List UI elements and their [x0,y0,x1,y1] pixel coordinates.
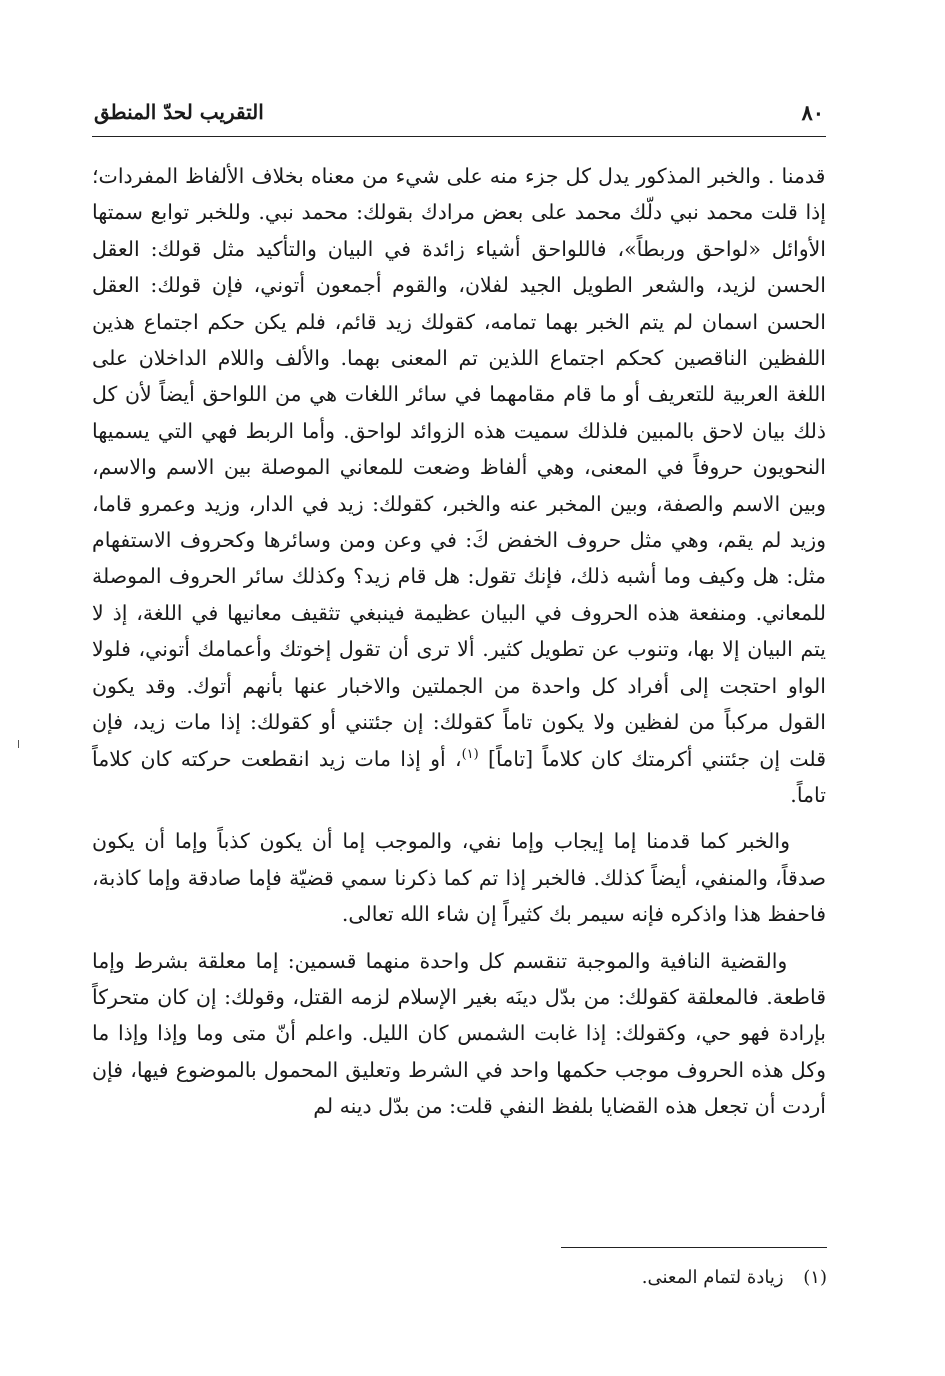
line: مات زيد انقطعت حركته كان كلاماً تاماً. [92,746,826,807]
line: متحركاً بإرادة فهو حي، وكقولك: إذا غابت الشمس كان الليل. واعلم أنّ متى وما [92,984,826,1046]
line: هذين اللفظين الناقصين كحكم اجتماع اللذين تم المعنى بهما. والألف واللام الداخلان [92,309,826,371]
line: قاطعة. فالمعلقة كقولك: من بدّل دينَه بغير الإسلام لزمه القتل، وقولك: إن كان [149,984,826,1009]
line: والخبر كما قدمنا إما إيجاب وإما نفي، والموجب إما أن يكون كذباً وإما أن [134,829,790,854]
line: يكون صدقاً، والمنفي، أيضاً كذلك. فالخبر إذا تم كما ذكرنا سمي قضيّة فإما صادقة [92,829,826,890]
scan-margin-mark [18,740,19,748]
line: يسميها النحويون حروفاً في المعنى، وهي ألفاظ وضعت للمعاني الموصلة بين الاسم [92,418,826,480]
line: والاسم، وبين الاسم والصفة، وبين المخبر عنه والخبر، كقولك: زيد في الدار، وزيد [92,455,826,516]
page-header [94,96,824,136]
line: قدمنا . والخبر المذكور يدل كل جزء منه على شيء من معناه بخلاف الألفاظ المفردات؛ [92,164,826,188]
line: إذا قلت محمد نبي دلّك محمد على بعض مرادك بقولك: محمد نبي. وللخبر توابع [142,200,826,225]
line: العقل الحسن لزيد، والشعر الطويل الجيد لفلان، والقوم أجمعون أتوني، فإن قولك: [92,236,826,298]
paragraph-1 [92,158,826,813]
line: جئتني أو كقولك: إذا مات زيد، فإن قلت إن جئتني أكرمتك كان كلاماً [تاماً] [92,710,826,771]
footnote-rule [561,1247,827,1248]
footnote [227,1264,827,1292]
running-title: التقريب لحدّ المنطق [94,100,264,124]
paragraph-2 [92,823,826,932]
line: على اللغة العربية للتعريف أو ما قام مقامهما في سائر اللغات هي من اللواحق أيضاً لأن [92,346,826,407]
line: وإذا وإذا ما وكل هذه الحروف موجب حكمها واحد في الشرط وتعليق المحمول [92,1021,826,1082]
line: سمتها الأوائل «لواحق وربطاً»، فاللواحق أشياء زائدة في البيان والتأكيد مثل قولك: [92,200,826,261]
line: معانيها في اللغة، إذ لا يتم البيان إلا بها، وتنوب عن تطويل كثير. ألا ترى أن تقول [92,600,826,662]
page-number: ٨٠ [801,100,824,125]
paragraph-3 [92,943,826,1125]
body-text [92,158,826,1125]
line: والقضية النافية والموجبة تنقسم كل واحدة منهما قسمين: إما معلقة بشرط وإما [92,948,788,973]
line: إخوتك وأعمامك أتوني، فلولا الواو احتجت إلى أفراد كل واحدة من الجملتين [92,637,827,698]
line: بالموضوع فيها، فإن أردت أن تجعل هذه القضايا بلفظ النفي قلت: من بدّل دينه لم [92,1057,826,1119]
line: كل ذلك بيان لاحق بالمبين فلذلك سميت هذه الزوائد لواحق. وأما الربط فهي التي [92,382,826,443]
header-rule [92,136,826,137]
line: وكحروف الاستفهام مثل: هل وكيف وما أشبه ذلك، فإنك تقول: هل قام زيد؟ وكذلك [92,528,826,589]
line: وعمرو قاما، وزيد لم يقم، وهي مثل حروف الخفض كَ: في وعن ومن وسائرها [92,491,826,553]
footnote-reference[interactable]: (١) [461,746,479,762]
footnote-marker: (١) [803,1267,827,1288]
line: العقل الحسن اسمان لم يتم الخبر بهما تمامه، كقولك زيد قائم، فلم يكن حكم اجتماع [92,273,826,334]
line: وإما كاذبة، فاحفظ هذا واذكره فإنه سيمر بك كثيراً إن شاء الله تعالى. [92,865,826,927]
footnote-text: زيادة لتمام المعنى. [641,1267,784,1288]
line: سائر الحروف الموصلة للمعاني. ومنفعة هذه الحروف في البيان عظيمة فينبغي تثقيف [92,564,826,625]
line: والاخبار عنها بأنهم أتوك. وقد يكون القول مركباً من لفظين ولا يكون تاماً كقولك: إن [92,673,826,735]
line-continuation: ، أو إذا [400,746,462,771]
